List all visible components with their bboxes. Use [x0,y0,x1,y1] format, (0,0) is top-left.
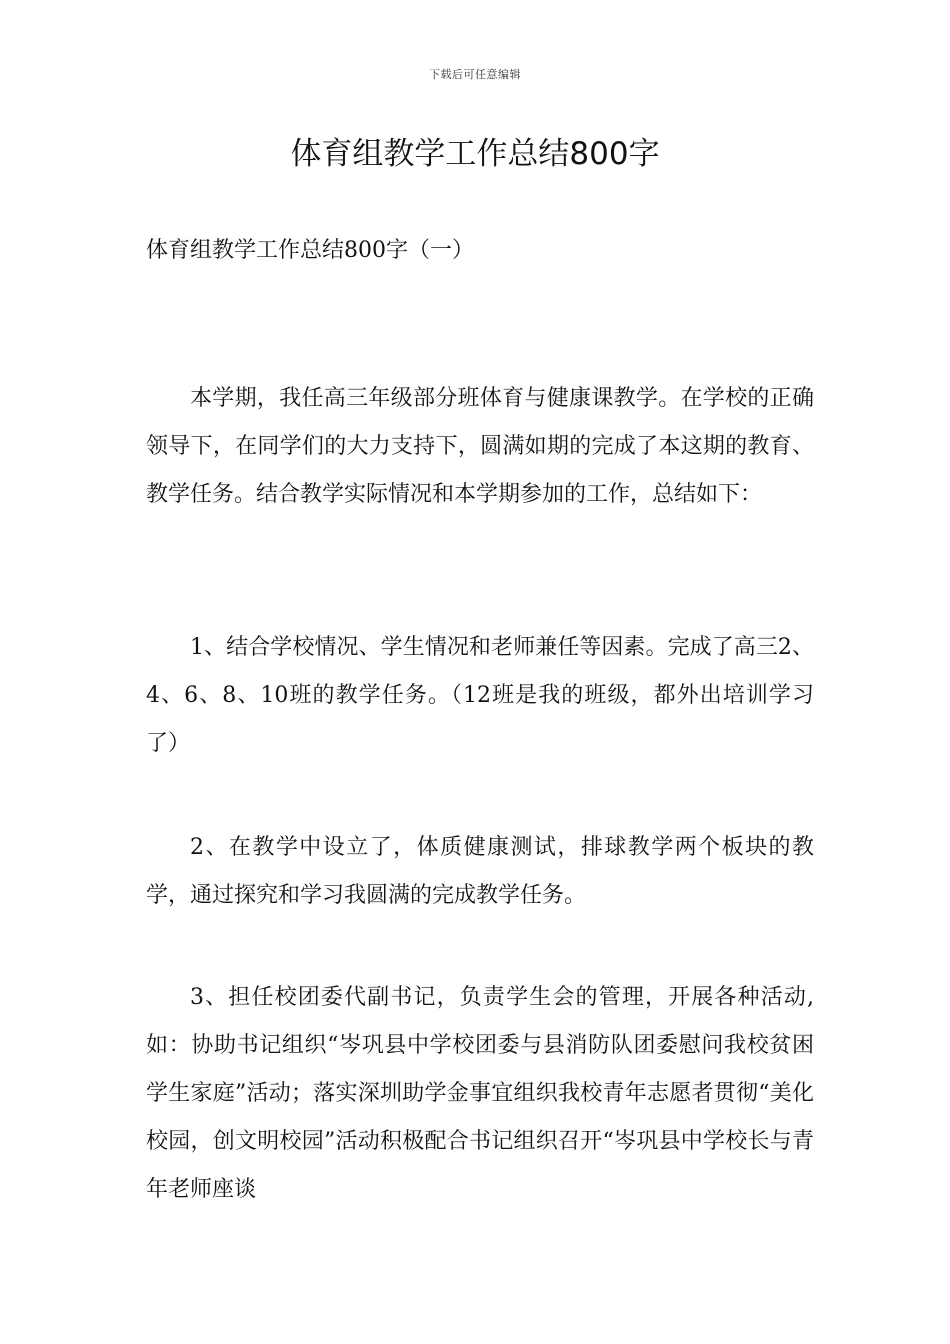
paragraph-2: 1、结合学校情况、学生情况和老师兼任等因素。完成了高三2、4、6、8、10班的教学任务。（12班是我的班级，都外出培训学习了） [146,635,814,756]
document-subtitle: 体育组教学工作总结800字（一） [146,238,474,263]
paragraph-3: 2、在教学中设立了，体质健康测试，排球教学两个板块的教学，通过探究和学习我圆满的完成教学任务。 [146,835,814,908]
paragraph-1: 本学期，我任高三年级部分班体育与健康课教学。在学校的正确领导下，在同学们的大力支持下，圆满如期的完成了本这期的教育、教学任务。结合教学实际情况和本学期参加的工作，总结如下： [146,386,814,507]
paragraph-4: 3、担任校团委代副书记，负责学生会的管理，开展各种活动,如：协助书记组织“岑巩县中学校团委与县消防队团委慰问我校贫困学生家庭”活动；落实深圳助学金事宜组织我校青年志愿者贯彻“美化校园，创文明校园”活动积极配合书记组织召开“岑巩县中学校长与青年老师座谈 [146,985,814,1202]
header-note: 下载后可任意编辑 [429,68,521,81]
document-title: 体育组教学工作总结800字 [290,136,660,172]
